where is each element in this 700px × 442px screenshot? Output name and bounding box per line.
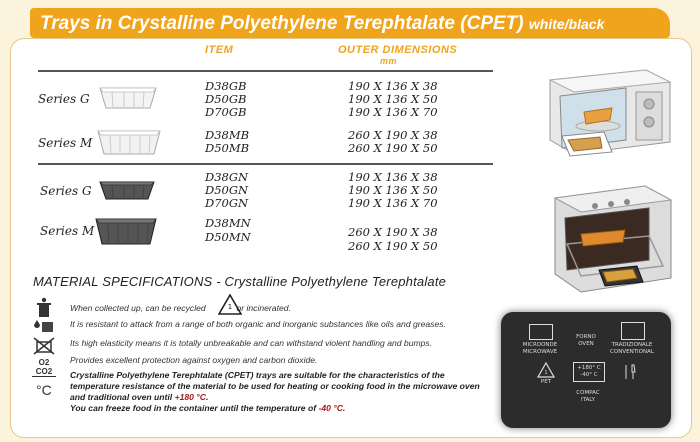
black-tray-small-image (98, 178, 156, 202)
temp-high-value: +180 °C (174, 392, 206, 402)
title-text: Trays in Crystalline Polyethylene Terephtalate (CPET) (40, 13, 524, 34)
trash-bin-icon (36, 297, 52, 319)
conventional-label: TRADIZIONALE CONVENTIONAL (610, 342, 654, 355)
spec-para-text: and traditional oven until (70, 392, 175, 402)
spec-line: Its high elasticity means it is totally unbreakable and can withstand violent handling and bumps. (70, 338, 433, 348)
title-subtitle: white/black (528, 16, 605, 32)
gas-barrier-icon: O2 CO2 (32, 358, 56, 377)
oil-drop-icon (33, 318, 55, 334)
column-header-item: ITEM (205, 44, 234, 56)
temperature-badge (573, 362, 605, 382)
dimension-value: 190 X 136 X 38 (348, 170, 438, 184)
series-label: Series M (40, 224, 95, 238)
spec-title: MATERIAL SPECIFICATIONS - Crystalline Polyethylene Terephtalate (33, 274, 447, 289)
dimension-value: 190 X 136 X 38 (348, 79, 438, 93)
page-title (40, 13, 604, 35)
item-code: D38GN (205, 170, 249, 184)
pet-code-text: 1 (227, 303, 233, 311)
item-code: D50MN (205, 230, 251, 244)
dimension-value: 190 X 136 X 70 (348, 196, 438, 210)
black-tray-medium-image (94, 215, 158, 247)
pet-code-text: 1 (544, 370, 548, 376)
compac-label: COMPAC ITALY (576, 390, 600, 403)
temp-low-value: -40 °C (318, 403, 343, 413)
spec-paragraph-line (70, 370, 445, 380)
spec-paragraph-line: temperature resistance of the material to be used for heating or cooking food in the microwave oven (70, 381, 480, 391)
dimension-value: 260 X 190 X 50 (348, 239, 438, 253)
dimension-value: 190 X 136 X 50 (348, 183, 438, 197)
microwave-label: MICROONDE MICROWAVE (522, 342, 558, 355)
dimension-value: 190 X 136 X 50 (348, 92, 438, 106)
oven-illustration (545, 178, 680, 298)
spec-para-text: are suitable for the characteristics of the (276, 370, 445, 380)
series-label: Series G (40, 184, 92, 198)
spec-line: It is resistant to attack from a range of both organic and inorganic substances like oils and greases. (70, 319, 446, 329)
temp-low-badge: -40° C (580, 372, 598, 378)
spec-para-text: . (342, 403, 346, 413)
item-code: D50MB (205, 141, 250, 155)
white-tray-medium-image (96, 127, 162, 157)
pet-recycle-icon (537, 362, 555, 378)
dimension-value: 260 X 190 X 38 (348, 225, 438, 239)
spec-line: Provides excellent protection against oxygen and carbon dioxide. (70, 355, 318, 365)
temp-high-badge: +180° C (577, 365, 601, 371)
spec-recycle-text-end: or incinerated. (236, 303, 291, 313)
spec-paragraph-line (70, 392, 208, 402)
spec-paragraph-line (70, 403, 345, 413)
dimension-value: 260 X 190 X 38 (348, 128, 438, 142)
spec-para-bold: Crystalline Polyethylene Terephtalate (CPET) trays (70, 370, 277, 380)
spec-para-text: You can freeze food in the container until the temperature of (70, 403, 319, 413)
column-header-dimensions: OUTER DIMENSIONS (338, 44, 458, 56)
title-banner (30, 8, 670, 38)
spec-recycle-text: When collected up, can be recycled (70, 303, 206, 313)
series-label: Series G (38, 92, 90, 106)
oven-label: FORNO OVEN (576, 334, 596, 347)
dimension-value: 260 X 190 X 50 (348, 141, 438, 155)
series-label: Series M (38, 136, 93, 150)
microwave-icon (529, 324, 553, 340)
oven-icon (621, 322, 645, 340)
spec-recycle-line (70, 301, 291, 313)
item-code: D38MN (205, 216, 251, 230)
column-header-unit: mm (380, 56, 398, 66)
spec-para-text: . (205, 392, 209, 402)
item-code: D50GN (205, 183, 249, 197)
pet-label: PET (540, 379, 552, 385)
item-code: D50GB (205, 92, 247, 106)
item-code: D38MB (205, 128, 250, 142)
food-safe-icon (623, 364, 637, 380)
item-code: D70GB (205, 105, 247, 119)
certification-panel (501, 312, 671, 428)
microwave-illustration (540, 62, 680, 172)
temperature-icon: °C (36, 382, 52, 398)
white-tray-small-image (98, 84, 158, 112)
table-divider (38, 70, 493, 72)
table-divider (38, 163, 493, 165)
item-code: D38GB (205, 79, 247, 93)
pet-recycle-icon (218, 294, 242, 316)
item-code: D70GN (205, 196, 249, 210)
dimension-value: 190 X 136 X 70 (348, 105, 438, 119)
unbreakable-icon (33, 336, 55, 356)
